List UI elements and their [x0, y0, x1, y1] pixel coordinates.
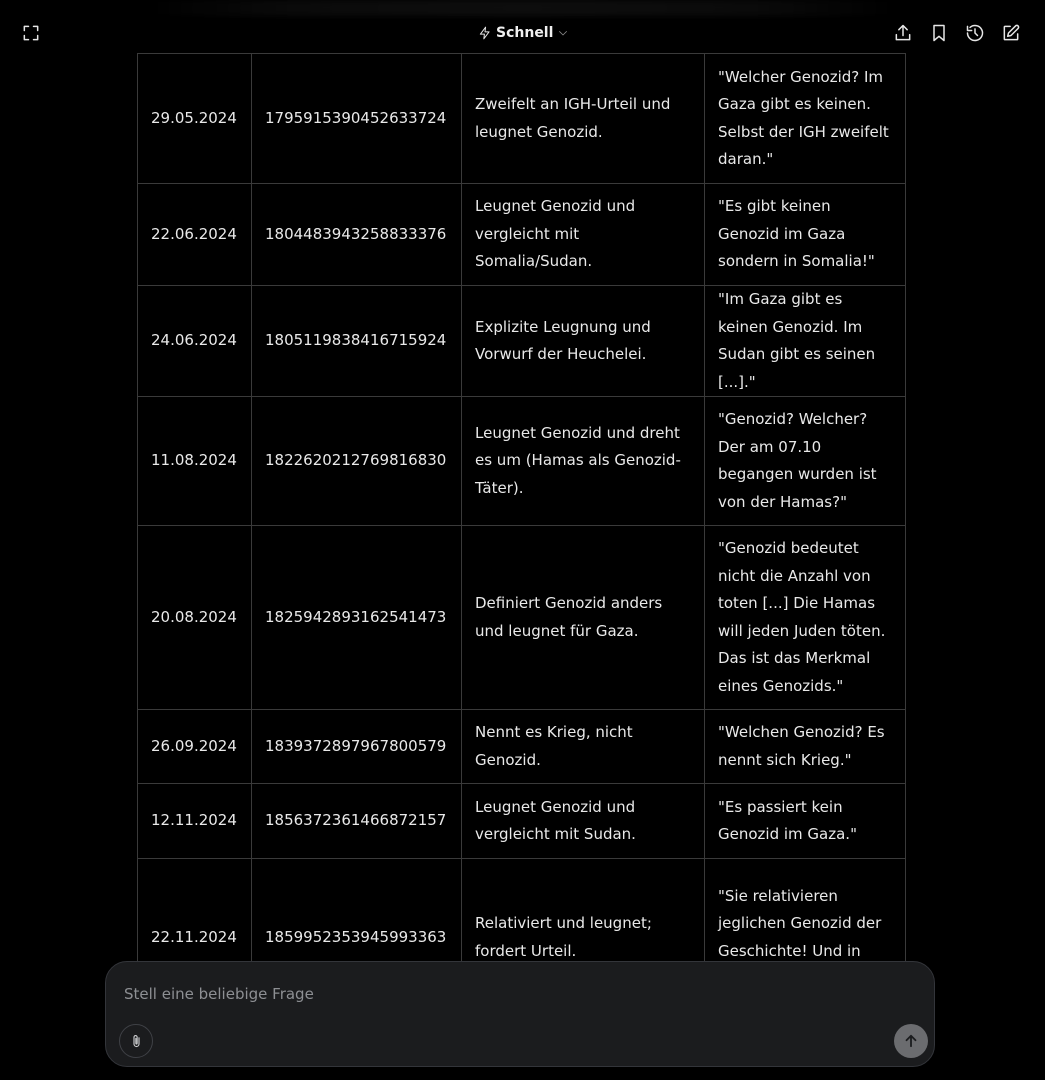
post-id-cell: 1804483943258833376 — [252, 184, 462, 286]
post-id-cell: 1859952353945993363 — [252, 859, 462, 1017]
date-cell: 12.11.2024 — [138, 784, 252, 859]
share-icon — [893, 23, 913, 43]
paperclip-icon — [129, 1034, 144, 1049]
share-button[interactable] — [891, 21, 915, 45]
table-row — [138, 184, 906, 286]
top-bar — [0, 0, 1045, 66]
post-id-cell: 1825942893162541473 — [252, 526, 462, 710]
table-row — [138, 286, 906, 397]
summary-cell: Definiert Genozid anders und leugnet für Gaza. — [462, 526, 705, 710]
summary-cell: Leugnet Genozid und vergleicht mit Sudan. — [462, 784, 705, 859]
attach-button[interactable] — [119, 1024, 153, 1058]
quote-cell: "Welcher Genozid? Im Gaza gibt es keinen. Selbst der IGH zweifelt daran." — [705, 54, 906, 184]
mode-label: Schnell — [496, 25, 554, 41]
date-cell: 20.08.2024 — [138, 526, 252, 710]
fullscreen-button[interactable] — [19, 21, 43, 45]
bookmark-icon — [929, 23, 949, 43]
results-table-container[interactable] — [137, 53, 905, 960]
quote-cell: "Es gibt keinen Genozid im Gaza sondern in Somalia!" — [705, 184, 906, 286]
summary-cell: Nennt es Krieg, nicht Genozid. — [462, 710, 705, 784]
quote-cell: "Es passiert kein Genozid im Gaza." — [705, 784, 906, 859]
bolt-icon — [478, 26, 492, 40]
mode-selector[interactable] — [478, 22, 569, 44]
bookmark-button[interactable] — [927, 21, 951, 45]
history-button[interactable] — [963, 21, 987, 45]
post-id-cell: 1856372361466872157 — [252, 784, 462, 859]
date-cell: 22.11.2024 — [138, 859, 252, 1017]
summary-cell: Relativiert und leugnet; fordert Urteil. — [462, 859, 705, 1017]
table-row — [138, 784, 906, 859]
summary-cell: Leugnet Genozid und vergleicht mit Somalia/Sudan. — [462, 184, 705, 286]
quote-cell: "Sie relativieren jeglichen Genozid der Geschichte! Und in — [705, 859, 906, 1017]
post-id-cell: 1795915390452633724 — [252, 54, 462, 184]
summary-cell: Leugnet Genozid und dreht es um (Hamas als Genozid-Täter). — [462, 397, 705, 526]
date-cell: 26.09.2024 — [138, 710, 252, 784]
history-icon — [965, 23, 985, 43]
quote-cell: "Genozid bedeutet nicht die Anzahl von toten [...] Die Hamas will jeden Juden töten. Das ist das Merkmal eines Genozids." — [705, 526, 906, 710]
summary-cell: Zweifelt an IGH-Urteil und leugnet Genozid. — [462, 54, 705, 184]
date-cell: 29.05.2024 — [138, 54, 252, 184]
date-cell: 11.08.2024 — [138, 397, 252, 526]
table-row — [138, 710, 906, 784]
quote-cell: "Genozid? Welcher? Der am 07.10 begangen wurden ist von der Hamas?" — [705, 397, 906, 526]
new-chat-button[interactable] — [999, 21, 1023, 45]
post-id-cell: 1805119838416715924 — [252, 286, 462, 397]
results-table — [137, 53, 906, 1017]
fullscreen-icon — [21, 23, 41, 43]
table-row — [138, 526, 906, 710]
table-row — [138, 54, 906, 184]
quote-cell: "Im Gaza gibt es keinen Genozid. Im Sudan gibt es seinen [...]." — [705, 286, 906, 397]
chevron-down-icon — [557, 27, 569, 39]
post-id-cell: 1839372897967800579 — [252, 710, 462, 784]
prompt-input[interactable] — [122, 980, 906, 1008]
date-cell: 24.06.2024 — [138, 286, 252, 397]
send-button[interactable] — [894, 1024, 928, 1058]
message-composer — [105, 961, 935, 1067]
post-id-cell: 1822620212769816830 — [252, 397, 462, 526]
quote-cell: "Welchen Genozid? Es nennt sich Krieg." — [705, 710, 906, 784]
date-cell: 22.06.2024 — [138, 184, 252, 286]
table-row — [138, 397, 906, 526]
summary-cell: Explizite Leugnung und Vorwurf der Heuchelei. — [462, 286, 705, 397]
edit-icon — [1001, 23, 1021, 43]
arrow-up-icon — [902, 1032, 920, 1050]
blurred-previous-content — [140, 0, 905, 16]
